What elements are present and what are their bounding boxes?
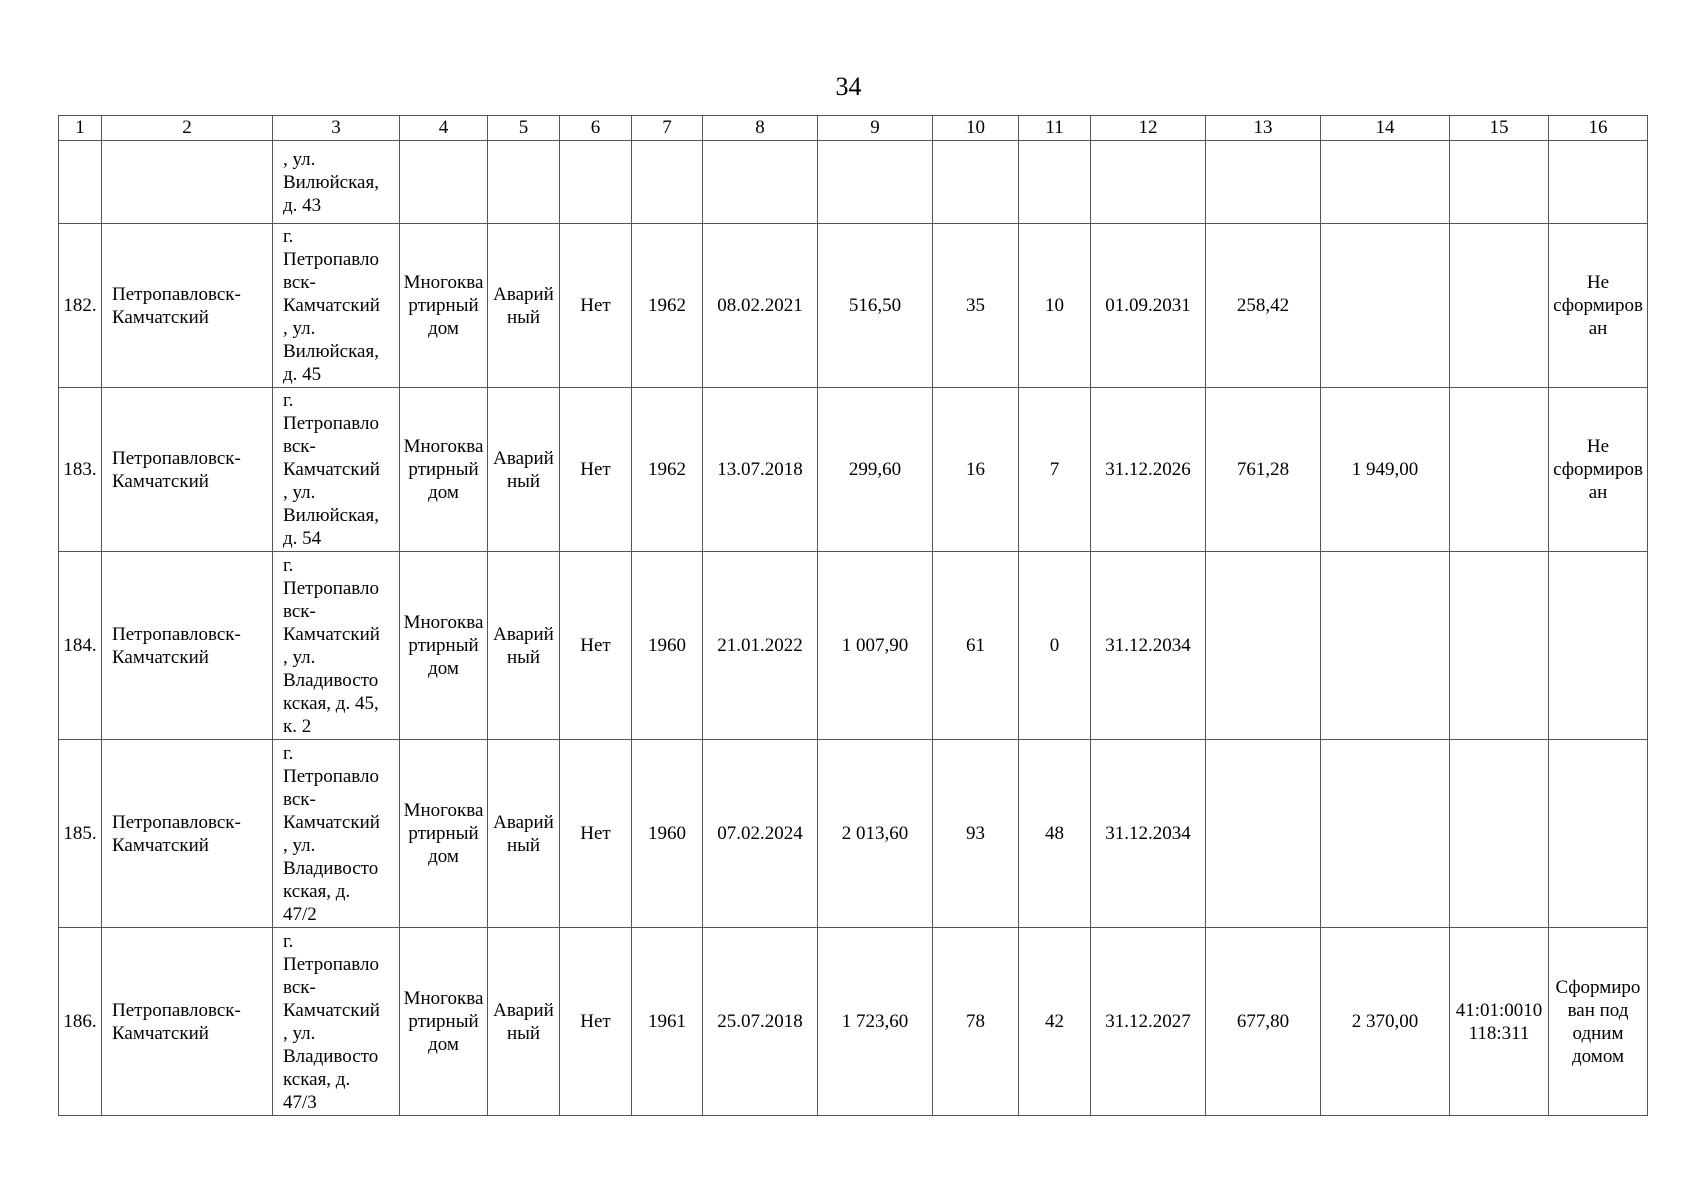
year-cell: 1962 — [632, 224, 703, 388]
cell-col13: 761,28 — [1206, 388, 1321, 552]
deadline-cell: 31.12.2026 — [1091, 388, 1206, 552]
land-status-cell — [1549, 740, 1648, 928]
house-type-cell: Многоква ртирный дом — [400, 224, 488, 388]
cell-col10: 61 — [933, 552, 1019, 740]
cell-col11: 0 — [1019, 552, 1091, 740]
cell-col13: 258,42 — [1206, 224, 1321, 388]
date-cell — [703, 141, 818, 224]
column-number: 13 — [1206, 116, 1321, 141]
area-cell: 299,60 — [818, 388, 933, 552]
cell-col6: Нет — [560, 740, 632, 928]
land-status-cell: Не сформиров ан — [1549, 388, 1648, 552]
year-cell — [632, 141, 703, 224]
cell-col14: 1 949,00 — [1321, 388, 1450, 552]
area-cell — [818, 141, 933, 224]
deadline-cell: 31.12.2034 — [1091, 552, 1206, 740]
cell-col6: Нет — [560, 928, 632, 1116]
land-status-cell: Не сформиров ан — [1549, 224, 1648, 388]
column-number: 14 — [1321, 116, 1450, 141]
column-number: 1 — [59, 116, 102, 141]
address-cell: г. Петропавло вск- Камчатский , ул. Владивосто кская, д. 47/3 — [273, 928, 400, 1116]
house-type-cell — [400, 141, 488, 224]
cell-col6: Нет — [560, 224, 632, 388]
row-number: 183. — [59, 388, 102, 552]
date-cell: 25.07.2018 — [703, 928, 818, 1116]
condition-cell — [488, 141, 560, 224]
column-number: 5 — [488, 116, 560, 141]
row-number — [59, 141, 102, 224]
date-cell: 13.07.2018 — [703, 388, 818, 552]
condition-cell: Аварий ный — [488, 740, 560, 928]
municipality-cell: Петропавловск-Камчатский — [102, 740, 273, 928]
cell-col14 — [1321, 224, 1450, 388]
area-cell: 2 013,60 — [818, 740, 933, 928]
cell-col11: 42 — [1019, 928, 1091, 1116]
cadastral-cell — [1450, 552, 1549, 740]
condition-cell: Аварий ный — [488, 928, 560, 1116]
year-cell: 1960 — [632, 740, 703, 928]
cadastral-cell: 41:01:0010 118:311 — [1450, 928, 1549, 1116]
cell-col11: 7 — [1019, 388, 1091, 552]
cell-col14 — [1321, 141, 1450, 224]
land-status-cell: Сформиро ван под одним домом — [1549, 928, 1648, 1116]
column-number: 15 — [1450, 116, 1549, 141]
deadline-cell: 31.12.2027 — [1091, 928, 1206, 1116]
year-cell: 1960 — [632, 552, 703, 740]
row-number: 185. — [59, 740, 102, 928]
cell-col10 — [933, 141, 1019, 224]
area-cell: 1 723,60 — [818, 928, 933, 1116]
table-row — [59, 141, 1648, 224]
address-cell: г. Петропавло вск- Камчатский , ул. Владивосто кская, д. 45, к. 2 — [273, 552, 400, 740]
address-cell: г. Петропавло вск- Камчатский , ул. Вилюйская, д. 54 — [273, 388, 400, 552]
table-row — [59, 552, 1648, 740]
house-type-cell: Многоква ртирный дом — [400, 740, 488, 928]
table-row — [59, 224, 1648, 388]
column-number: 10 — [933, 116, 1019, 141]
cell-col14 — [1321, 740, 1450, 928]
address-cell: , ул. Вилюйская, д. 43 — [273, 141, 400, 224]
table-row — [59, 740, 1648, 928]
date-cell: 07.02.2024 — [703, 740, 818, 928]
address-cell: г. Петропавло вск- Камчатский , ул. Вилюйская, д. 45 — [273, 224, 400, 388]
land-status-cell — [1549, 141, 1648, 224]
year-cell: 1962 — [632, 388, 703, 552]
page-number: 34 — [835, 72, 862, 101]
condition-cell: Аварий ный — [488, 388, 560, 552]
house-type-cell: Многоква ртирный дом — [400, 388, 488, 552]
cell-col11 — [1019, 141, 1091, 224]
deadline-cell: 31.12.2034 — [1091, 740, 1206, 928]
area-cell: 516,50 — [818, 224, 933, 388]
column-number: 11 — [1019, 116, 1091, 141]
cell-col10: 93 — [933, 740, 1019, 928]
column-number: 4 — [400, 116, 488, 141]
cell-col10: 78 — [933, 928, 1019, 1116]
municipality-cell — [102, 141, 273, 224]
column-number: 12 — [1091, 116, 1206, 141]
row-number: 186. — [59, 928, 102, 1116]
cell-col13 — [1206, 141, 1321, 224]
cell-col14: 2 370,00 — [1321, 928, 1450, 1116]
cell-col11: 48 — [1019, 740, 1091, 928]
deadline-cell: 01.09.2031 — [1091, 224, 1206, 388]
cell-col13: 677,80 — [1206, 928, 1321, 1116]
column-number: 8 — [703, 116, 818, 141]
municipality-cell: Петропавловск-Камчатский — [102, 224, 273, 388]
cadastral-cell — [1450, 141, 1549, 224]
cadastral-cell — [1450, 740, 1549, 928]
cell-col10: 35 — [933, 224, 1019, 388]
deadline-cell — [1091, 141, 1206, 224]
row-number: 184. — [59, 552, 102, 740]
column-number: 9 — [818, 116, 933, 141]
table-row — [59, 928, 1648, 1116]
cell-col6 — [560, 141, 632, 224]
cell-col14 — [1321, 552, 1450, 740]
cell-col13 — [1206, 552, 1321, 740]
cadastral-cell — [1450, 224, 1549, 388]
municipality-cell: Петропавловск-Камчатский — [102, 552, 273, 740]
cell-col6: Нет — [560, 552, 632, 740]
column-number: 7 — [632, 116, 703, 141]
condition-cell: Аварий ный — [488, 552, 560, 740]
column-number-row — [59, 116, 1648, 141]
municipality-cell: Петропавловск-Камчатский — [102, 928, 273, 1116]
address-cell: г. Петропавло вск- Камчатский , ул. Владивосто кская, д. 47/2 — [273, 740, 400, 928]
cell-col6: Нет — [560, 388, 632, 552]
area-cell: 1 007,90 — [818, 552, 933, 740]
year-cell: 1961 — [632, 928, 703, 1116]
date-cell: 21.01.2022 — [703, 552, 818, 740]
column-number: 2 — [102, 116, 273, 141]
table-row — [59, 388, 1648, 552]
date-cell: 08.02.2021 — [703, 224, 818, 388]
land-status-cell — [1549, 552, 1648, 740]
column-number: 16 — [1549, 116, 1648, 141]
condition-cell: Аварий ный — [488, 224, 560, 388]
house-type-cell: Многоква ртирный дом — [400, 928, 488, 1116]
house-type-cell: Многоква ртирный дом — [400, 552, 488, 740]
municipality-cell: Петропавловск-Камчатский — [102, 388, 273, 552]
cell-col11: 10 — [1019, 224, 1091, 388]
column-number: 6 — [560, 116, 632, 141]
column-number: 3 — [273, 116, 400, 141]
cell-col10: 16 — [933, 388, 1019, 552]
housing-registry-table — [58, 115, 1648, 1116]
cadastral-cell — [1450, 388, 1549, 552]
row-number: 182. — [59, 224, 102, 388]
cell-col13 — [1206, 740, 1321, 928]
